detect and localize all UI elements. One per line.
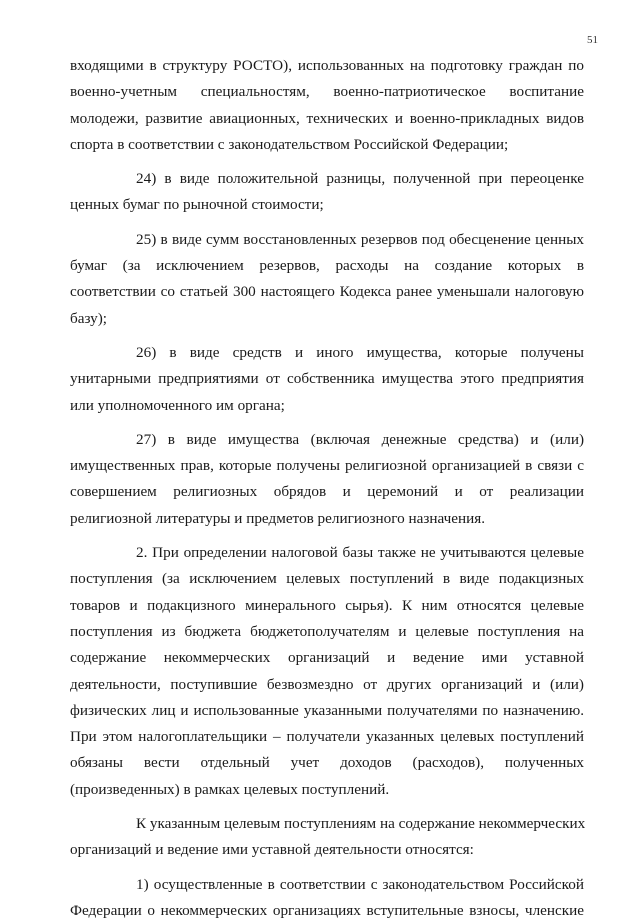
text-line: военно-учетным специальностям, военно-патриотическое воспитание: [70, 83, 584, 101]
document-body: [70, 53, 584, 924]
text-line: физических лиц и использованные указанными получателями по назначению.: [70, 701, 584, 719]
text-line: бумаг (за исключением резервов, расходы на создание которых в: [70, 257, 584, 275]
paragraph-gap: [70, 158, 584, 166]
text-line: 27) в виде имущества (включая денежные средства) и (или): [136, 430, 584, 448]
text-line: спорта в соответствии с законодательством Российской Федерации;: [70, 135, 509, 153]
text-line: деятельности, поступившие безвозмездно от других организаций и (или): [70, 675, 584, 693]
paragraph-gap: [70, 419, 584, 427]
text-line: 26) в виде средств и иного имущества, которые получены: [136, 343, 584, 361]
text-line: религиозной литературы и предметов религиозного назначения.: [70, 509, 486, 527]
text-line: соответствии со статьей 300 настоящего Кодекса ранее уменьшали налоговую: [70, 283, 584, 301]
text-line: обязаны вести отдельный учет доходов (расходов), полученных: [70, 754, 584, 772]
text-line: или уполномоченного им органа;: [70, 396, 285, 414]
text-line: Федерации о некоммерческих организациях вступительные взносы, членские: [70, 901, 584, 919]
page-number: 51: [587, 34, 598, 46]
text-line: 25) в виде сумм восстановленных резервов под обесценение ценных: [136, 230, 584, 248]
text-line: 1) осуществленные в соответствии с законодательством Российской: [136, 875, 584, 893]
text-line: При этом налогоплательщики – получатели указанных целевых поступлений: [70, 728, 584, 746]
text-line: ценных бумаг по рыночной стоимости;: [70, 196, 324, 214]
paragraph-gap: [70, 332, 584, 340]
text-line: входящими в структуру РОСТО), использованных на подготовку граждан по: [70, 57, 584, 74]
text-line: содержание некоммерческих организаций и ведение ими уставной: [70, 649, 584, 667]
text-line: К указанным целевым поступлениям на содержание некоммерческих: [136, 815, 586, 833]
paragraph-gap: [70, 803, 584, 811]
paragraph-gap: [70, 532, 584, 540]
paragraph-gap: [70, 864, 584, 872]
text-line: (произведенных) в рамках целевых поступлений.: [70, 780, 390, 798]
text-line: поступления (за исключением целевых поступлений в виде подакцизных: [70, 570, 584, 588]
text-line: унитарными предприятиями от собственника имущества этого предприятия: [70, 370, 584, 388]
text-line: товаров и подакцизного минерального сырья). К ним относятся целевые: [70, 596, 584, 614]
paragraph-gap: [70, 219, 584, 227]
text-line: совершением религиозных обрядов и церемоний и от реализации: [70, 483, 584, 501]
text-line: поступления из бюджета бюджетополучателям и целевые поступления на: [70, 622, 584, 640]
text-line: имущественных прав, которые получены религиозной организацией в связи с: [70, 457, 584, 475]
text-line: базу);: [70, 309, 108, 327]
text-line: организаций и ведение ими уставной деятельности относятся:: [70, 841, 474, 859]
text-line: молодежи, развитие авиационных, технических и военно-прикладных видов: [70, 109, 584, 127]
text-line: 2. При определении налоговой базы также не учитываются целевые: [136, 544, 584, 562]
text-line: 24) в виде положительной разницы, полученной при переоценке: [136, 170, 584, 188]
